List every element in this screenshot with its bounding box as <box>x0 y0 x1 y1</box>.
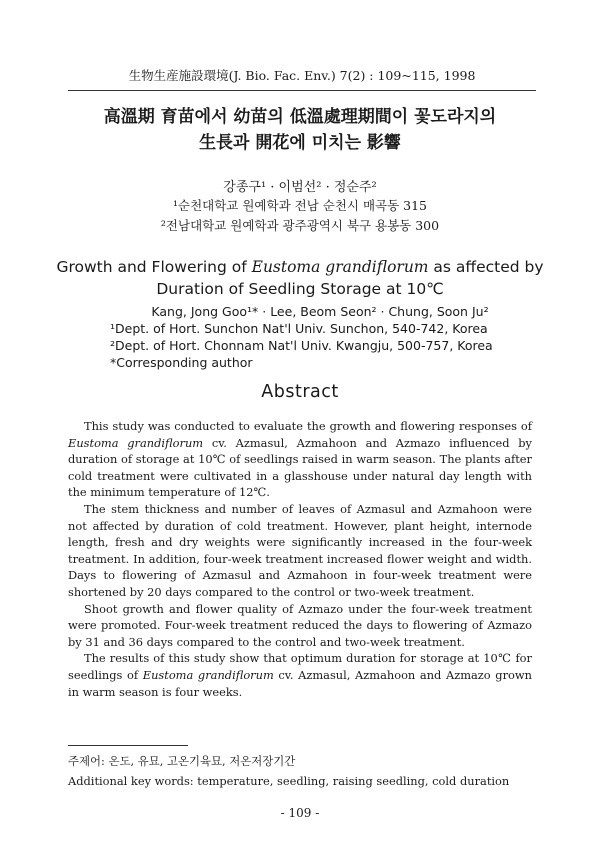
korean-keywords: 주제어: 온도, 유묘, 고온기육묘, 저온저장기간 <box>68 754 296 768</box>
korean-title <box>40 104 560 156</box>
abstract-p4-species: Eustoma grandiflorum <box>142 667 274 682</box>
abstract-p1-text-a: This study was conducted to evaluate the growth and flowering responses of <box>84 419 532 433</box>
journal-header <box>68 66 536 91</box>
corresponding-author-note: *Corresponding author <box>110 355 253 370</box>
english-authors: Kang, Jong Goo¹* · Lee, Beom Seon² · Chung, Soon Ju² <box>151 304 489 319</box>
english-title-species: Eustoma grandiflorum <box>251 258 429 276</box>
footnote-divider <box>68 745 188 746</box>
abstract-paragraph-2: The stem thickness and number of leaves of Azmasul and Azmahoon were not affected by duration of cold treatment. However, plant height, internode length, fresh and dry weights were significantly increased in the four-week treatment. In addition, four-week treatment increased flower weight and width. Days to flowering of Azmasul and Azmahoon in four-week treatment were shortened by 20 days compared to the control or two-week treatment. <box>68 501 532 599</box>
english-affiliation-1: ¹Dept. of Hort. Sunchon Nat'l Univ. Sunchon, 540-742, Korea <box>110 321 488 336</box>
korean-authors: 강종구¹ · 이범선² · 정순주² <box>223 180 377 195</box>
english-title-line-2: Duration of Seedling Storage at 10℃ <box>156 280 444 298</box>
abstract-p1-species: Eustoma grandiflorum <box>68 435 204 450</box>
english-affiliation-2: ²Dept. of Hort. Chonnam Nat'l Univ. Kwangju, 500-757, Korea <box>110 338 493 353</box>
english-author-info <box>110 303 530 371</box>
abstract-p4-text-b: cv. Azmasul, Azmahoon and Azmazo grown in warm season is four weeks. <box>68 667 532 699</box>
korean-affiliation-1: ¹순천대학교 원예학과 전남 순천시 매곡동 315 <box>172 198 427 213</box>
page-number: - 109 - <box>280 806 320 820</box>
korean-affiliation-2: ²전남대학교 원예학과 광주광역시 북구 용봉동 300 <box>160 218 440 233</box>
abstract-paragraph-4 <box>68 650 532 700</box>
abstract-heading: Abstract <box>261 382 339 402</box>
abstract-p1-text-b: cv. Azmasul, Azmahoon and Azmazo influenced by duration of storage at 10℃ of seedlings raised in warm season. The plants after cold treatment were cultivated in a glasshouse under natural day length with the minimum temperature of 12℃. <box>68 435 532 500</box>
abstract-body <box>68 418 532 700</box>
korean-title-line-2: 生長과 開花에 미치는 影響 <box>199 133 401 153</box>
english-title-part-2: as affected by <box>428 258 544 276</box>
english-title-line-1 <box>40 256 560 278</box>
english-title-part-1: Growth and Flowering of <box>56 258 252 276</box>
abstract-paragraph-1 <box>68 418 532 501</box>
keywords-block <box>68 751 538 791</box>
english-keywords: Additional key words: temperature, seedling, raising seedling, cold duration <box>68 774 510 788</box>
abstract-paragraph-3: Shoot growth and flower quality of Azmazo under the four-week treatment were promoted. Four-week treatment reduced the days to flowering of Azmazo by 31 and 36 days compared to the control and two-week treatment. <box>68 601 532 649</box>
english-title <box>40 256 560 300</box>
abstract-p4-text-a: The results of this study show that optimum duration for storage at 10℃ for seedlings of <box>68 651 532 682</box>
korean-title-line-1: 高溫期 育苗에서 幼苗의 低溫處理期間이 꽃도라지의 <box>103 107 497 127</box>
journal-citation: 生物生産施設環境(J. Bio. Fac. Env.) 7(2) : 109~115, 1998 <box>128 68 476 83</box>
